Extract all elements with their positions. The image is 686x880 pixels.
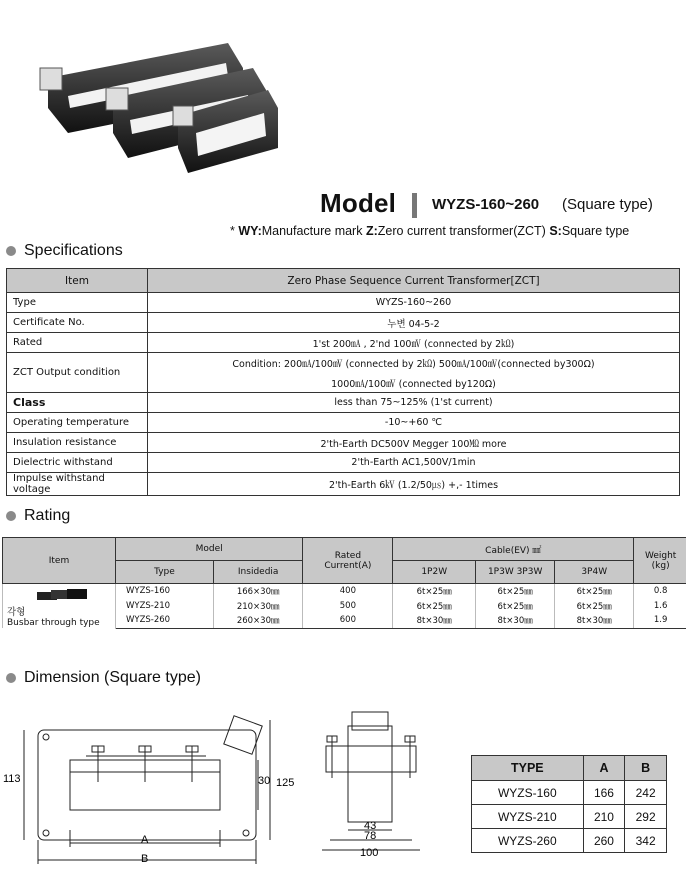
dim-label-30: 30: [258, 775, 271, 787]
rating-weight: 1.6: [634, 599, 686, 613]
dimension-table: [471, 755, 667, 853]
dimension-heading: [6, 669, 201, 687]
rating-header-item: Item: [3, 538, 116, 584]
spec-item: Insulation resistance: [7, 433, 148, 453]
spec-item: Impulse withstand voltage: [7, 473, 148, 496]
legend-prefix: *: [230, 224, 235, 238]
rating-header-type: Type: [115, 561, 213, 584]
dim-label-a: A: [141, 834, 149, 846]
specifications-heading: [6, 242, 123, 260]
dim-b: 242: [625, 781, 667, 805]
front-view-drawing: [0, 712, 310, 872]
dim-label-125: 125: [276, 777, 295, 789]
dim-header-type: TYPE: [472, 756, 584, 781]
rating-insidedia: 260×30㎜: [213, 613, 302, 628]
rating-header-weight-line2: (kg): [651, 560, 670, 571]
spec-value: less than 75~125% (1'st current): [148, 393, 680, 413]
bullet-icon: [6, 246, 16, 256]
spec-value: 2'th-Earth AC1,500V/1min: [148, 453, 680, 473]
dim-label-113: 113: [3, 773, 21, 785]
spec-value: WYZS-160~260: [148, 293, 680, 313]
table-row: [3, 584, 686, 599]
bullet-icon: [6, 511, 16, 521]
table-row: [7, 413, 680, 433]
title-divider: [412, 193, 417, 218]
dim-header-b: B: [625, 756, 667, 781]
table-row: [7, 333, 680, 353]
dim-label-b: B: [141, 853, 149, 865]
busbar-ct-thumbnail: [35, 586, 91, 604]
spec-value: -10~+60 ℃: [148, 413, 680, 433]
rating-header-weight-line1: Weight: [644, 550, 677, 561]
rating-current: 400: [303, 584, 393, 599]
rating-header-1p2w: 1P2W: [393, 561, 476, 584]
rating-header-3p4w: 3P4W: [555, 561, 634, 584]
spec-item: Type: [7, 293, 148, 313]
dim-label-43: 43: [364, 820, 377, 832]
table-row: [7, 293, 680, 313]
spec-value: 1'st 200㎃ , 2'nd 100㎷ (connected by 2㏀): [148, 333, 680, 353]
legend-s-text: Square type: [561, 224, 630, 238]
dim-type: WYZS-160: [472, 781, 584, 805]
spec-item: Certificate No.: [7, 313, 148, 333]
side-clamp: [326, 746, 416, 772]
table-row: [7, 353, 680, 393]
spec-value: 2'th-Earth 6㎸ (1.2/50㎲) +,- 1times: [148, 473, 680, 496]
dim-a: 260: [583, 829, 625, 853]
rating-heading: [6, 507, 70, 525]
rating-current: 600: [303, 613, 393, 628]
rating-cable-1p3w: 6t×25㎜: [476, 584, 555, 599]
legend-wy-text: Manufacture mark: [261, 224, 363, 238]
side-view-body: [348, 726, 392, 822]
rating-current: 500: [303, 599, 393, 613]
table-row: [7, 473, 680, 496]
rating-weight: 0.8: [634, 584, 686, 599]
rating-header-insidedia: Insidedia: [213, 561, 302, 584]
rating-item-label2: Busbar through type: [7, 618, 100, 628]
rating-cable-1p2w: 6t×25㎜: [393, 584, 476, 599]
dim-a: 166: [583, 781, 625, 805]
spec-item: Rated: [7, 333, 148, 353]
rating-cable-1p2w: 6t×25㎜: [393, 599, 476, 613]
table-row: [472, 781, 667, 805]
dim-type: WYZS-260: [472, 829, 584, 853]
specifications-table: [6, 268, 680, 496]
table-header-row: [3, 538, 686, 561]
spec-value: [148, 353, 680, 393]
rating-cable-3p4w: 8t×30㎜: [555, 613, 634, 628]
rating-header-rated-line2: Current(A): [324, 560, 372, 571]
rating-type: WYZS-160: [115, 584, 213, 599]
rating-item-label: 각형: [7, 607, 26, 618]
dim-label-78: 78: [364, 830, 377, 842]
rating-header-1p3w: 1P3W 3P3W: [476, 561, 555, 584]
rating-header-weight: [634, 538, 686, 584]
rating-table: [2, 537, 686, 629]
legend-wy-key: WY:: [238, 224, 262, 238]
table-row: [472, 805, 667, 829]
dim-type: WYZS-210: [472, 805, 584, 829]
specifications-heading-text: Specifications: [24, 242, 123, 259]
rating-cable-1p3w: 8t×30㎜: [476, 613, 555, 628]
table-header-row: [7, 269, 680, 293]
table-row: [472, 829, 667, 853]
rating-weight: 1.9: [634, 613, 686, 628]
spec-value: 누변 04-5-2: [148, 313, 680, 333]
model-title: Model: [320, 188, 397, 218]
rating-cable-3p4w: 6t×25㎜: [555, 584, 634, 599]
rating-header-rated-line1: Rated: [334, 550, 362, 561]
dim-a: 210: [583, 805, 625, 829]
dim-label-100: 100: [360, 847, 379, 858]
legend-s-key: S:: [549, 224, 562, 238]
spec-value-line1: Condition: 200㎃/100㎷ (connected by 2㏀) 500㎃/100㎷(connected by300Ω): [232, 358, 595, 370]
rating-insidedia: 210×30㎜: [213, 599, 302, 613]
rating-type: WYZS-210: [115, 599, 213, 613]
rating-header-cable: Cable(EV) ㎟: [393, 538, 634, 561]
spec-item: ZCT Output condition: [7, 353, 148, 393]
spec-item: Dielectric withstand: [7, 453, 148, 473]
table-header-row: [472, 756, 667, 781]
side-view-drawing: [318, 706, 424, 858]
table-row: [7, 433, 680, 453]
spec-header-value: Zero Phase Sequence Current Transformer[ZCT]: [148, 269, 680, 293]
rating-cable-1p3w: 6t×25㎜: [476, 599, 555, 613]
model-legend: [230, 224, 629, 238]
rating-heading-text: Rating: [24, 507, 71, 524]
spec-item: Operating temperature: [7, 413, 148, 433]
dimension-heading-text: Dimension (Square type): [24, 669, 201, 686]
rating-type: WYZS-260: [115, 613, 213, 628]
table-row: [7, 393, 680, 413]
rating-cable-1p2w: 8t×30㎜: [393, 613, 476, 628]
rating-insidedia: 166×30㎜: [213, 584, 302, 599]
spec-value: 2'th-Earth DC500V Megger 100㏁ more: [148, 433, 680, 453]
rating-cable-3p4w: 6t×25㎜: [555, 599, 634, 613]
model-type: (Square type): [562, 196, 653, 213]
model-name: WYZS-160~260: [432, 196, 540, 213]
table-row: [7, 453, 680, 473]
side-terminal: [352, 712, 388, 730]
rating-header-rated: [303, 538, 393, 584]
table-row: [7, 313, 680, 333]
rating-item-cell: [3, 584, 116, 629]
product-photo: [28, 28, 278, 176]
rating-header-model: Model: [115, 538, 302, 561]
spec-header-item: Item: [7, 269, 148, 293]
legend-z-key: Z:: [365, 224, 378, 238]
legend-z-text: Zero current transformer(ZCT): [377, 224, 546, 238]
bullet-icon: [6, 673, 16, 683]
spec-value-line2: 1000㎃/100㎷ (connected by120Ω): [331, 378, 496, 390]
dim-header-a: A: [583, 756, 625, 781]
dim-b: 292: [625, 805, 667, 829]
dim-b: 342: [625, 829, 667, 853]
spec-item: Class: [7, 393, 148, 413]
